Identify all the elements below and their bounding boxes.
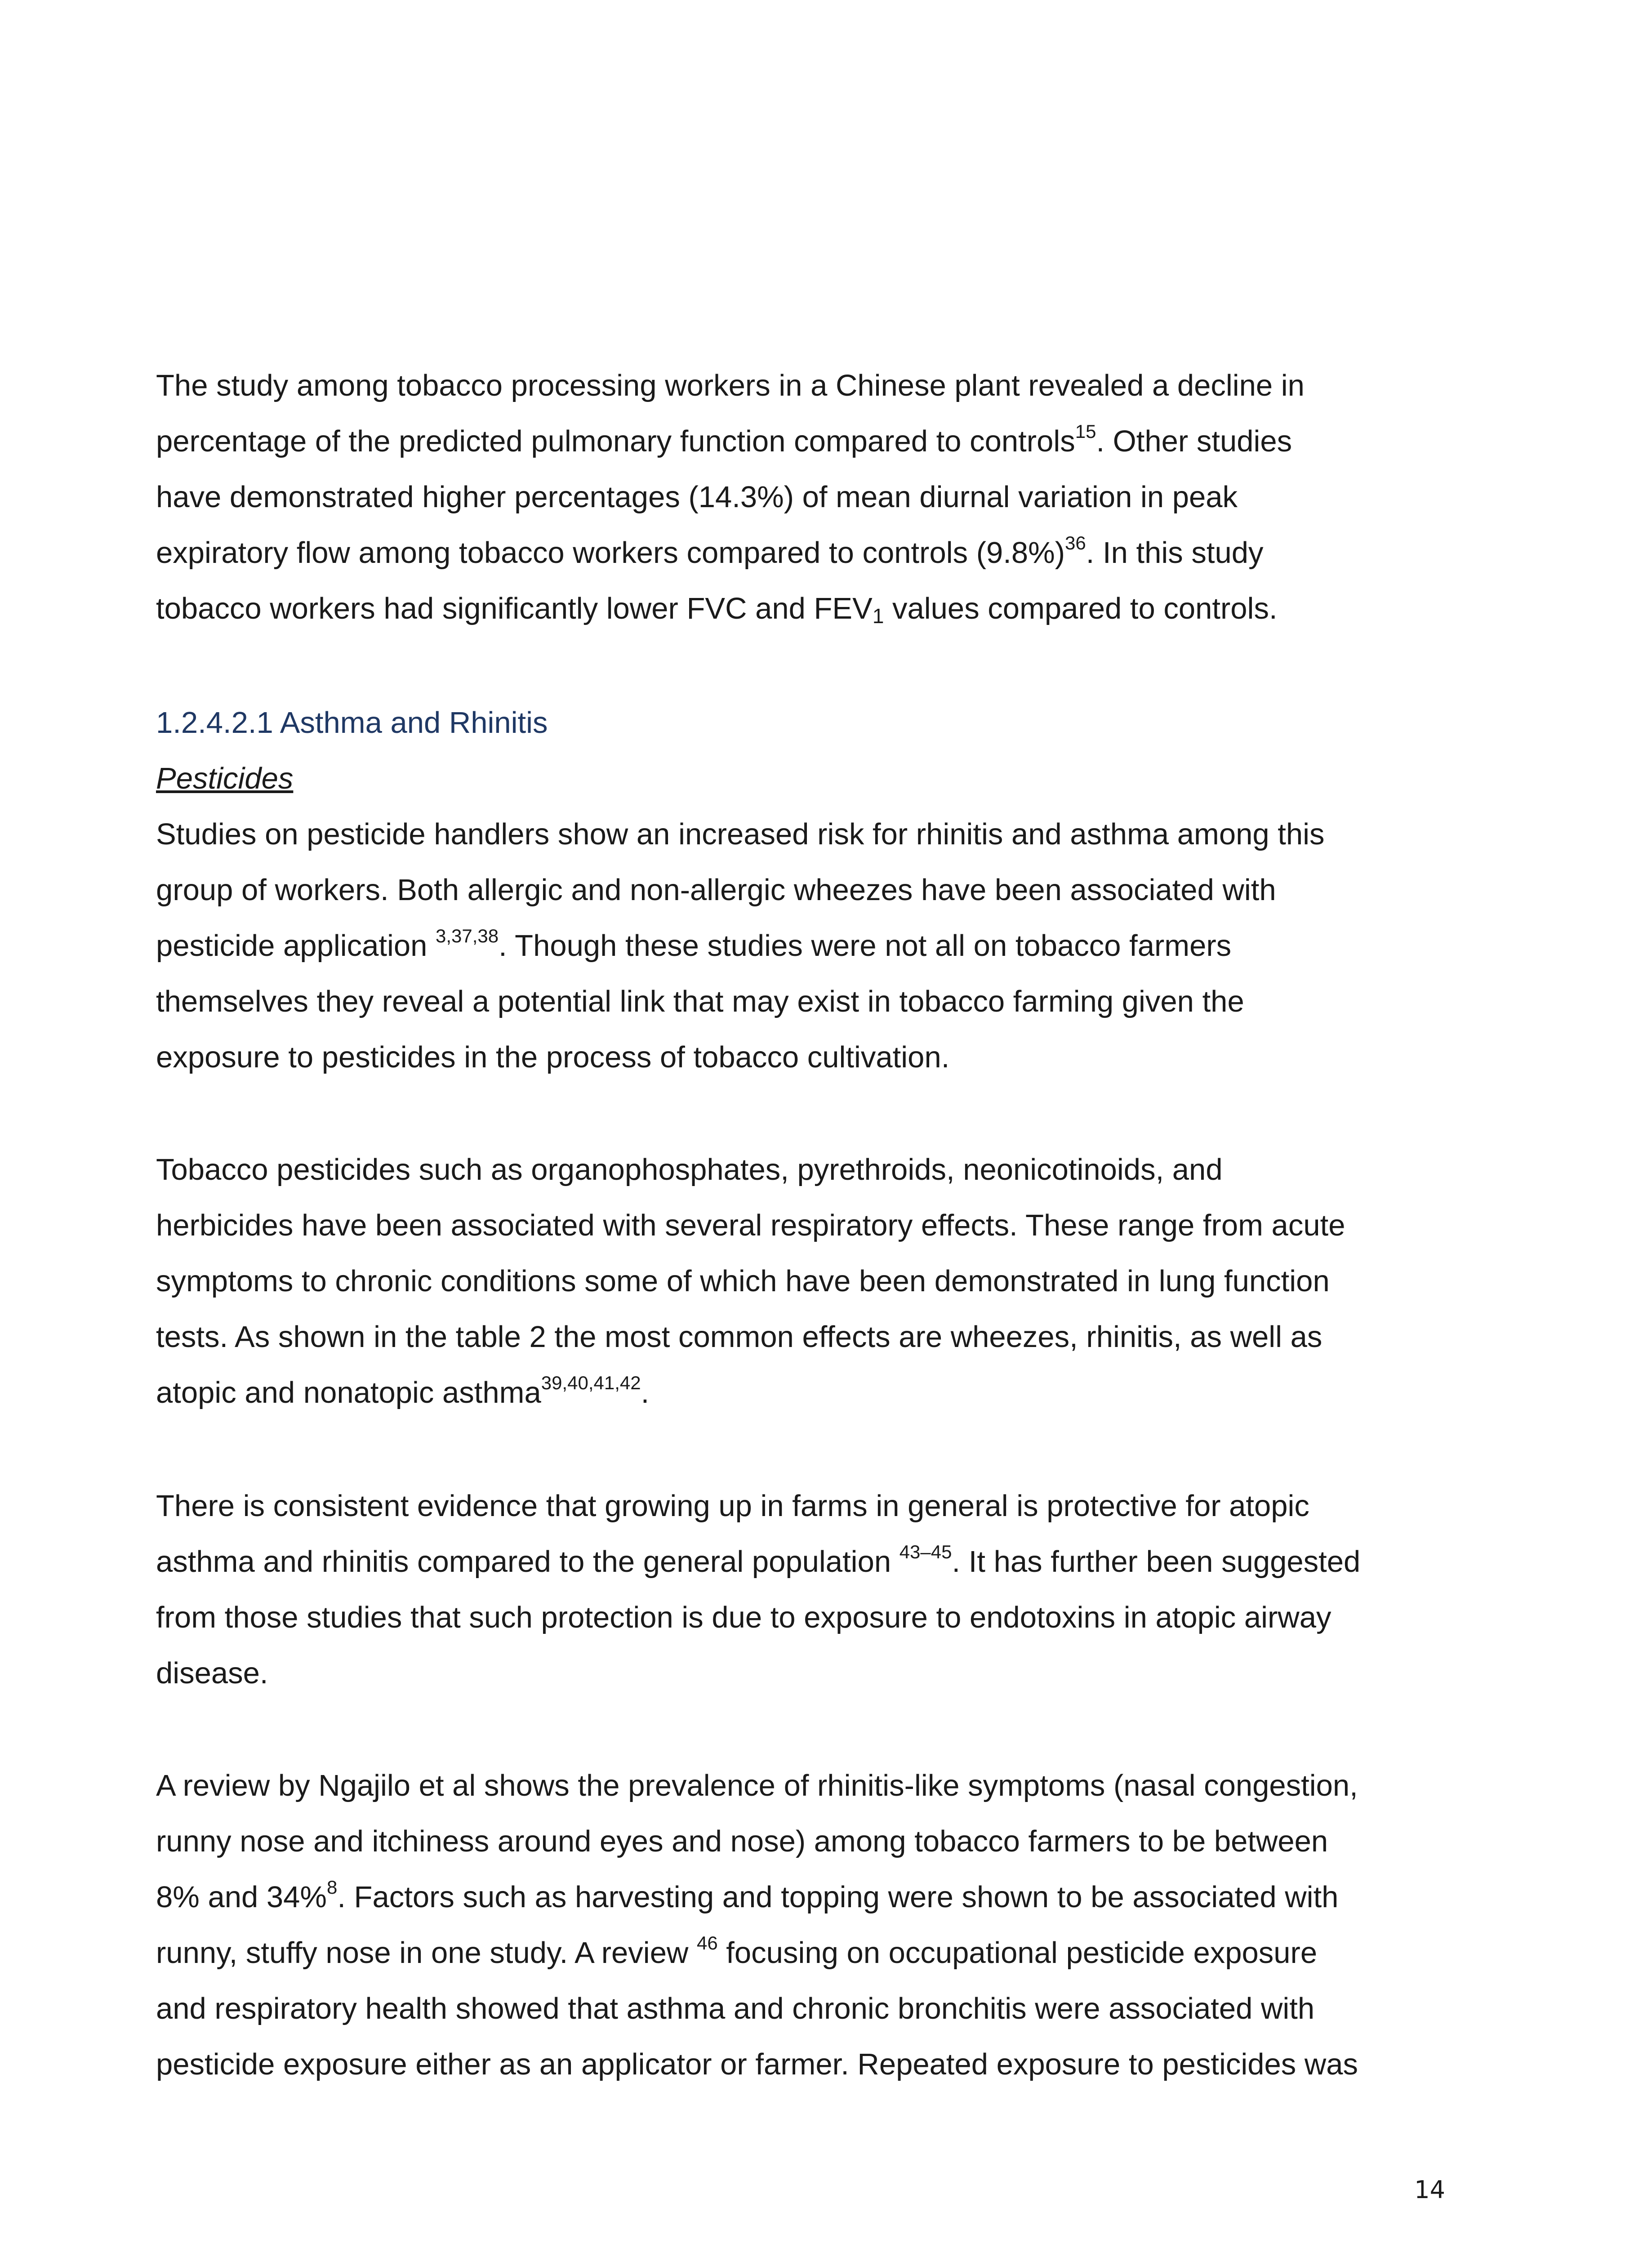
text-line: and respiratory health showed that asthma and chronic bronchitis were associated with (156, 1992, 1315, 2025)
text-line: 8% and 34%$^8$. Factors such as harvesting and topping were shown to be associated with (156, 1877, 1339, 1914)
text-line: group of workers. Both allergic and non-allergic wheezes have been associated with (156, 873, 1276, 907)
citation-superscript: 15 (1075, 421, 1096, 442)
text-line: There is consistent evidence that growing up in farms in general is protective for atopic (156, 1489, 1309, 1523)
text-line: themselves they reveal a potential link that may exist in tobacco farming given the (156, 985, 1244, 1018)
subheading-pesticides: Pesticides (156, 762, 294, 795)
citation-superscript: 8 (326, 1877, 338, 1898)
text-line: Studies on pesticide handlers show an increased risk for rhinitis and asthma among this (156, 817, 1325, 851)
subscript-one: 1 (872, 604, 884, 628)
text-line: from those studies that such protection is due to exposure to endotoxins in atopic airway (156, 1601, 1331, 1634)
section-heading: 1.2.4.2.1 Asthma and Rhinitis (156, 706, 548, 740)
text-line: pesticide application $^{3,37,38}$. Though these studies were not all on tobacco farmers (156, 925, 1232, 963)
citation-superscript: 46 (696, 1932, 718, 1954)
text-line: The study among tobacco processing workers in a Chinese plant revealed a decline in (156, 369, 1305, 402)
text-line: expiratory flow among tobacco workers compared to controls $(9.8\%)^{36}$. In this study (156, 532, 1264, 570)
text-line: asthma and rhinitis compared to the general population $^{43-45}$. It has further been suggested (156, 1541, 1361, 1579)
text-line: A review by Ngajilo et al shows the prevalence of rhinitis-like symptoms (nasal congestion, (156, 1769, 1358, 1802)
text-line: runny nose and itchiness around eyes and nose) among tobacco farmers to be between (156, 1824, 1328, 1858)
citation-superscript: 36 (1065, 532, 1086, 553)
text-line: atopic and nonatopic asthma$^{39,40,41,42}$. (156, 1372, 650, 1409)
citation-superscript: 43–45 (899, 1541, 952, 1562)
text-line: tobacco workers had significantly lower FVC and FEV1 values compared to controls. (156, 592, 1278, 628)
citation-superscript: 3,37,38 (436, 925, 499, 946)
text-line: pesticide exposure either as an applicator or farmer. Repeated exposure to pesticides was (156, 2047, 1358, 2081)
text-line: exposure to pesticides in the process of tobacco cultivation. (156, 1040, 950, 1074)
text-line: percentage of the predicted pulmonary function compared to controls$^{15}$. Other studies (156, 421, 1292, 458)
text-line: symptoms to chronic conditions some of which have been demonstrated in lung function (156, 1264, 1330, 1298)
page-number: 14 (1414, 2176, 1445, 2204)
text-line: Tobacco pesticides such as organophosphates, pyrethroids, neonicotinoids, and (156, 1153, 1223, 1186)
text-line: have demonstrated higher percentages (14.3%) of mean diurnal variation in peak (156, 480, 1238, 514)
text-line: herbicides have been associated with several respiratory effects. These range from acute (156, 1209, 1345, 1242)
citation-superscript: 39,40,41,42 (541, 1372, 641, 1393)
text-line: runny, stuffy nose in one study. A review $^{46}$ focusing on occupational pesticide exposure (156, 1932, 1318, 1970)
text-line: tests. As shown in the table 2 the most common effects are wheezes, rhinitis, as well as (156, 1320, 1322, 1354)
text-line: disease. (156, 1656, 268, 1690)
